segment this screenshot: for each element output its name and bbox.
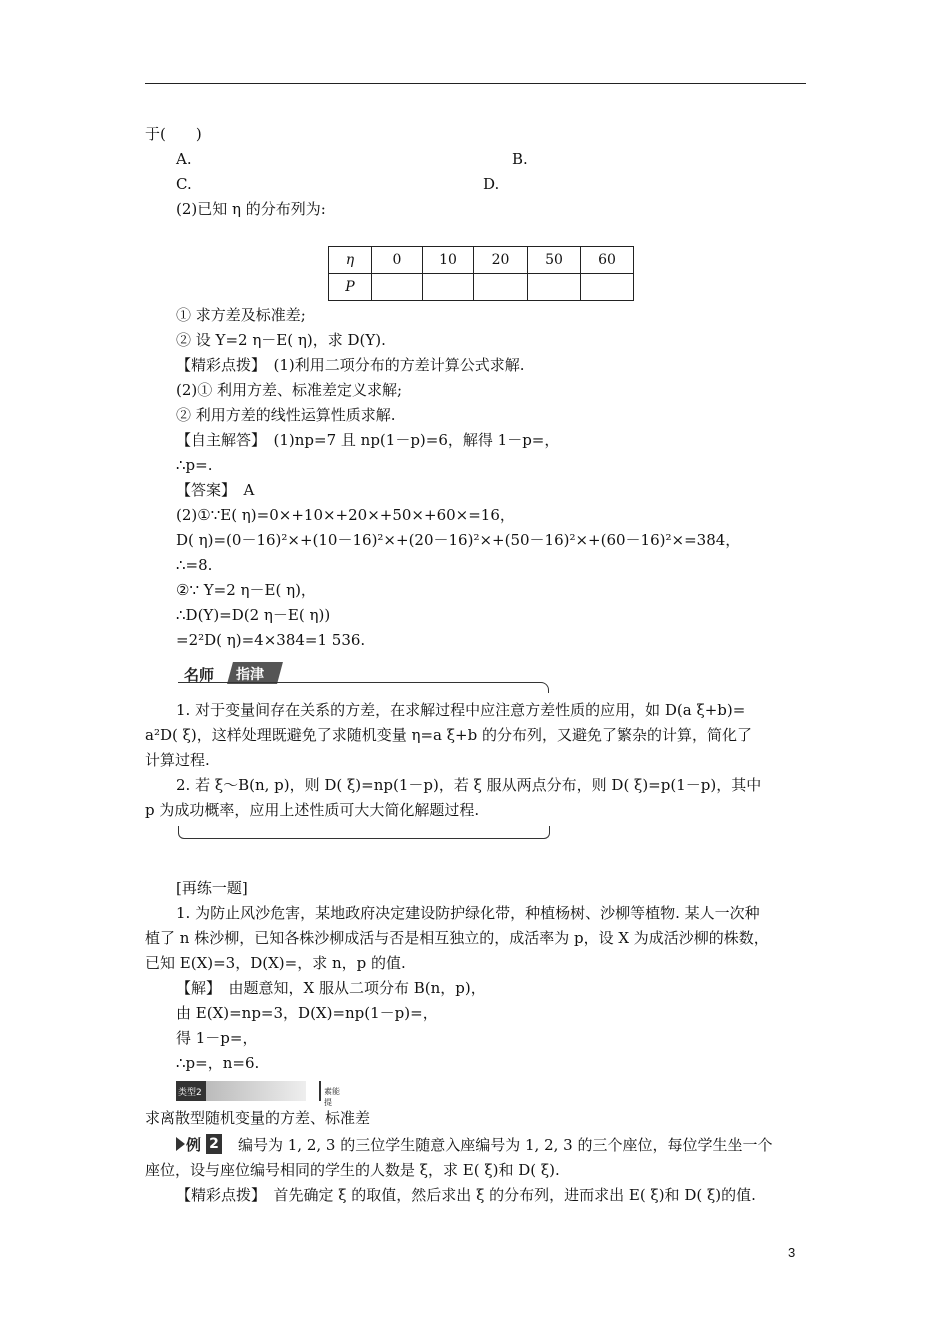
text-line: 由 E(X)=np=3，D(X)=np(1－p)=， (176, 1004, 438, 1022)
option-c: C. (176, 175, 192, 193)
page-number: 3 (788, 1245, 796, 1260)
text-line: D( η)=(0－16)²×+(10－16)²×+(20－16)²×+(50－16)²×+(60－16)²×=384， (176, 531, 741, 549)
text-line: 于( ) (145, 125, 202, 143)
text-line: ② 利用方差的线性运算性质求解. (176, 406, 396, 424)
distribution-table (328, 246, 634, 301)
table-cell (372, 274, 423, 301)
text-line: 编号为 1, 2, 3 的三位学生随意入座编号为 1, 2, 3 的三个座位，每位学生坐一个 (238, 1136, 773, 1154)
type-bar-separator (319, 1081, 321, 1101)
table-cell: 20 (474, 247, 528, 274)
table-cell: 0 (372, 247, 423, 274)
triangle-icon (176, 1137, 185, 1151)
option-b: B. (512, 150, 528, 168)
text-line: (2)已知 η 的分布列为: (176, 200, 326, 218)
text-line: 1. 为防止风沙危害，某地政府决定建设防护绿化带，种植杨树、沙柳等植物. 某人一次种 (176, 904, 760, 922)
section-label: [再练一题] (176, 879, 248, 897)
example-number: 2 (206, 1134, 222, 1154)
text-line: 座位，设与座位编号相同的学生的人数是 ξ，求 E( ξ)和 D( ξ). (145, 1161, 560, 1179)
tip-line: 计算过程. (145, 751, 210, 769)
type-bar (176, 1081, 346, 1107)
example-badge (176, 1134, 222, 1154)
text-line: (2)①∵E( η)=0×+10×+20×+50×+60×=16， (176, 506, 515, 524)
text-line: ∴p=. (176, 456, 213, 474)
tip-line: a²D( ξ)，这样处理既避免了求随机变量 η=a ξ+b 的分布列，又避免了繁杂的计算，简化了 (145, 726, 752, 744)
table-cell (528, 274, 581, 301)
table-cell: 10 (423, 247, 474, 274)
table-cell (423, 274, 474, 301)
text-line: 【解】 由题意知，X 服从二项分布 B(n，p)， (176, 979, 486, 997)
text-line: =2²D( η)=4×384=1 536. (176, 631, 366, 649)
table-cell: 60 (581, 247, 634, 274)
text-line: ∴D(Y)=D(2 η－E( η)) (176, 606, 331, 624)
text-line: (2)① 利用方差、标准差定义求解; (176, 381, 403, 399)
text-line: 得 1－p=， (176, 1029, 258, 1047)
tip-line: p 为成功概率，应用上述性质可大大简化解题过程. (145, 801, 480, 819)
table-cell (581, 274, 634, 301)
tip-line: 2. 若 ξ～B(n, p)，则 D( ξ)=np(1－p)，若 ξ 服从两点分布，则 D( ξ)=p(1－p)，其中 (176, 776, 762, 794)
option-d: D. (483, 175, 500, 193)
text-line: 【自主解答】 (1)np=7 且 np(1－p)=6，解得 1－p=， (176, 431, 560, 449)
type-bar-gradient (206, 1081, 306, 1101)
table-cell: η (329, 247, 372, 274)
table-row (329, 247, 634, 274)
table-cell: 50 (528, 247, 581, 274)
text-line: 植了 n 株沙柳，已知各株沙柳成活与否是相互独立的，成活率为 p，设 X 为成活沙柳的株数， (145, 929, 769, 947)
table-row (329, 274, 634, 301)
section-title: 求离散型随机变量的方差、标准差 (145, 1109, 371, 1127)
type-bar-label: 类型2 (178, 1088, 202, 1098)
type-bar-right-label: 素能提 (324, 1087, 340, 1107)
header-rule (145, 83, 806, 84)
text-line: ② 设 Y=2 η－E( η)，求 D(Y). (176, 331, 386, 349)
example-label: 例 (186, 1136, 202, 1154)
text-line: 【答案】 A (176, 481, 255, 499)
text-line: ②∵ Y=2 η－E( η)， (176, 581, 316, 599)
table-cell: P (329, 274, 372, 301)
tip-line: 1. 对于变量间存在关系的方差，在求解过程中应注意方差性质的应用，如 D(a ξ+b)= (176, 701, 746, 719)
text-line: ∴p=，n=6. (176, 1054, 260, 1072)
text-line: ∴=8. (176, 556, 213, 574)
text-line: 已知 E(X)=3，D(X)=，求 n，p 的值. (145, 954, 406, 972)
frame-bottom (178, 826, 550, 839)
banner-box-text: 指津 (236, 667, 264, 683)
text-line: 【精彩点拨】 (1)利用二项分布的方差计算公式求解. (176, 356, 525, 374)
text-line: 【精彩点拨】 首先确定 ξ 的取值，然后求出 ξ 的分布列，进而求出 E( ξ)和 D( ξ)的值. (176, 1186, 756, 1204)
banner-title: 名师 (184, 666, 215, 684)
frame-top (178, 682, 549, 693)
text-line: ① 求方差及标准差; (176, 306, 306, 324)
table-cell (474, 274, 528, 301)
option-a: A. (176, 150, 192, 168)
